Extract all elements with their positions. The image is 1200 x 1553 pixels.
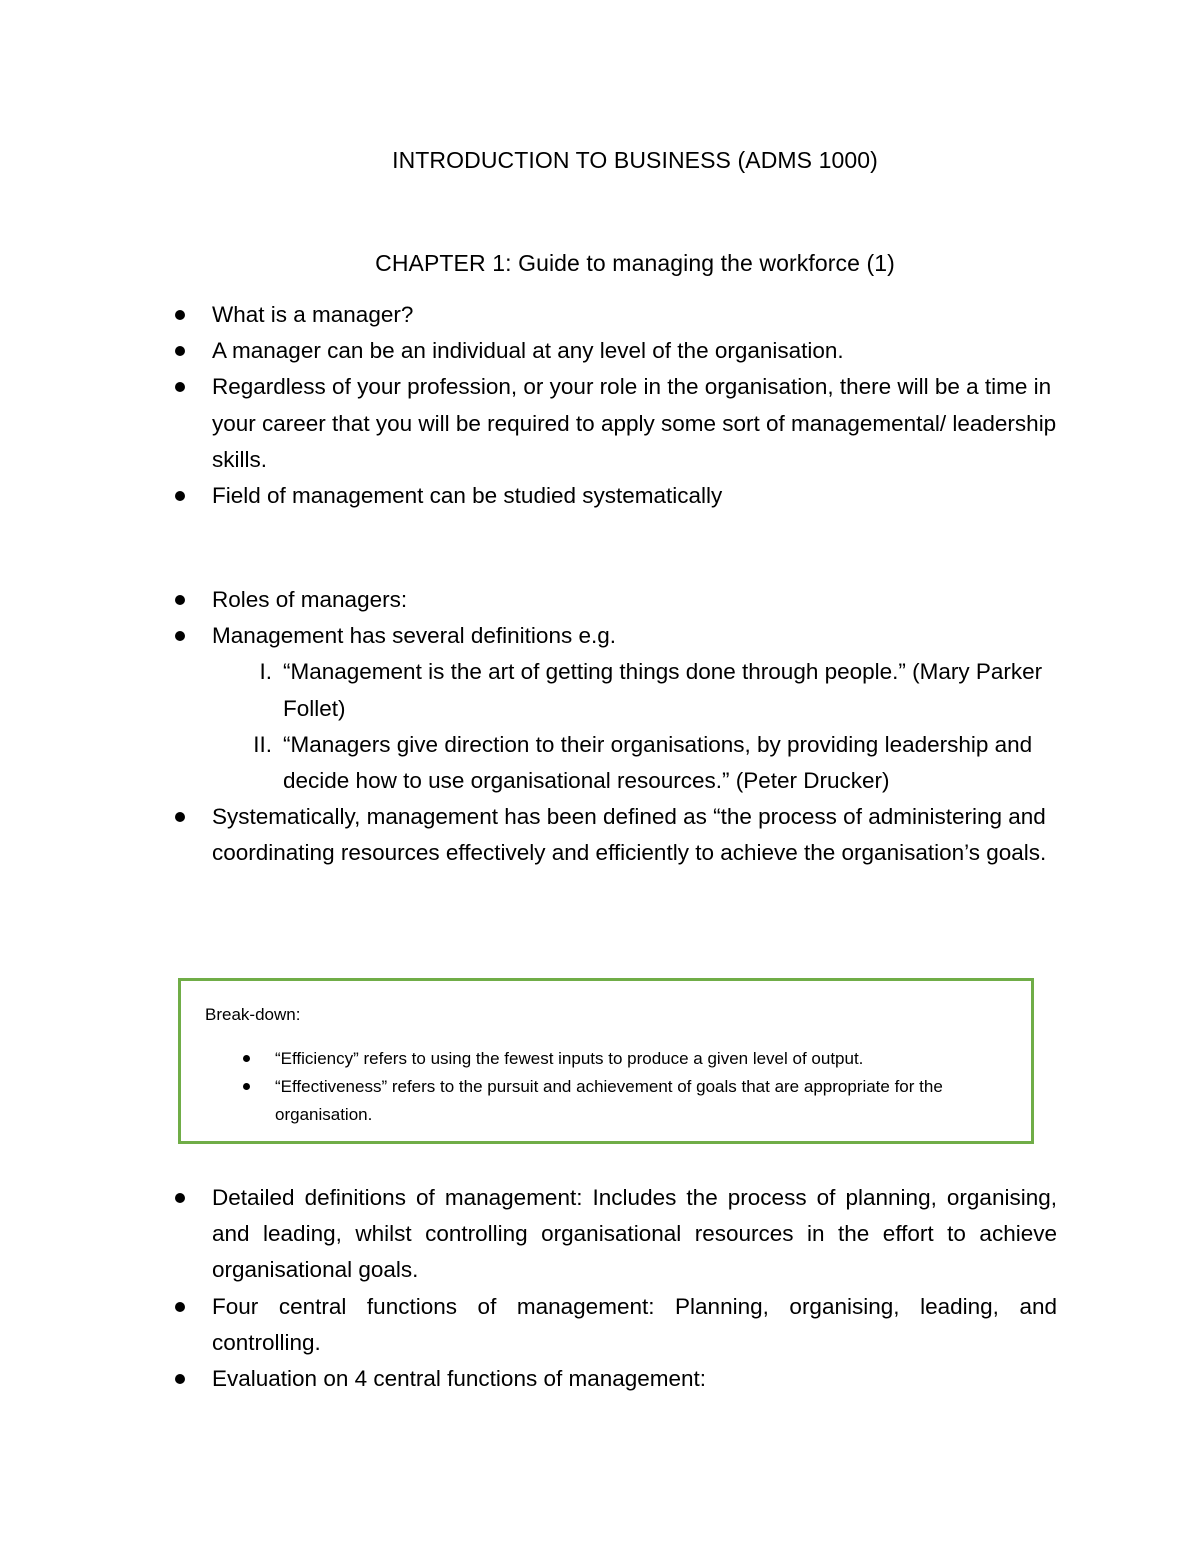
list-item-text: Four central functions of management: Planning, organising, leading, and controlling. [212,1293,1057,1355]
list-item [0,478,1200,514]
definition-text: “Management is the art of getting things done through people.” (Mary Parker Follet) [283,659,1043,721]
list-item [0,799,1200,871]
bullet-icon [175,631,185,641]
bullet-icon [175,1374,185,1384]
list-item-text: “Efficiency” refers to using the fewest inputs to produce a given level of output. [275,1049,864,1068]
list-item [0,1180,1200,1289]
definition-item [0,727,1200,799]
list-item [181,1073,1031,1129]
bullet-icon [175,346,185,356]
list-item [0,333,1200,369]
bullet-icon [243,1083,250,1090]
list-item-text: A manager can be an individual at any level of the organisation. [212,338,844,364]
bullet-icon [175,491,185,501]
manager-intro-list [0,297,1200,514]
list-item-text: Roles of managers: [212,587,408,612]
roman-numeral-marker: I. [259,659,272,685]
list-item [0,618,1200,654]
chapter-heading: CHAPTER 1: Guide to managing the workforce (1) [375,250,895,276]
breakdown-callout-box [178,978,1034,1144]
list-item-text: Management has several definitions e.g. [212,623,616,649]
list-item [0,1361,1200,1397]
bullet-icon [175,812,185,822]
list-item-text: Systematically, management has been defined as “the process of administering and coordinating resources effectively and efficiently to achieve the organisation’s goals. [212,804,1047,866]
list-item-text: Evaluation on 4 central functions of management: [212,1366,707,1392]
list-item [0,369,1200,478]
list-item-text: What is a manager? [212,302,414,327]
list-item-text: Detailed definitions of management: Includes the process of planning, organising, and leading, whilst controlling organisational resources in the effort to achieve organisational goals. [212,1185,1057,1283]
roman-numeral-marker: II. [253,731,272,757]
definition-item [0,654,1200,726]
list-item-text: Field of management can be studied systematically [212,483,723,509]
bullet-icon [243,1055,250,1062]
list-item [181,1045,1031,1073]
bullet-icon [175,595,185,605]
list-item [0,1289,1200,1361]
breakdown-list [181,1045,1031,1129]
management-functions-list [0,1180,1200,1397]
breakdown-heading: Break-down: [205,1005,301,1024]
bullet-icon [175,382,185,392]
definition-text: “Managers give direction to their organisations, by providing leadership and decide how to use organisational resources.” (Peter Drucker) [283,731,1033,794]
bullet-icon [175,310,185,320]
list-item [0,297,1200,333]
list-item [0,582,1200,618]
list-item-text: “Effectiveness” refers to the pursuit and achievement of goals that are appropriate for the organisation. [275,1077,943,1124]
bullet-icon [175,1193,185,1203]
document-title: INTRODUCTION TO BUSINESS (ADMS 1000) [392,147,878,173]
list-item-text: Regardless of your profession, or your role in the organisation, there will be a time in your career that you will be required to apply some sort of managemental/ leadership skills. [212,374,1057,472]
roles-of-managers-list [0,582,1200,872]
bullet-icon [175,1302,185,1312]
